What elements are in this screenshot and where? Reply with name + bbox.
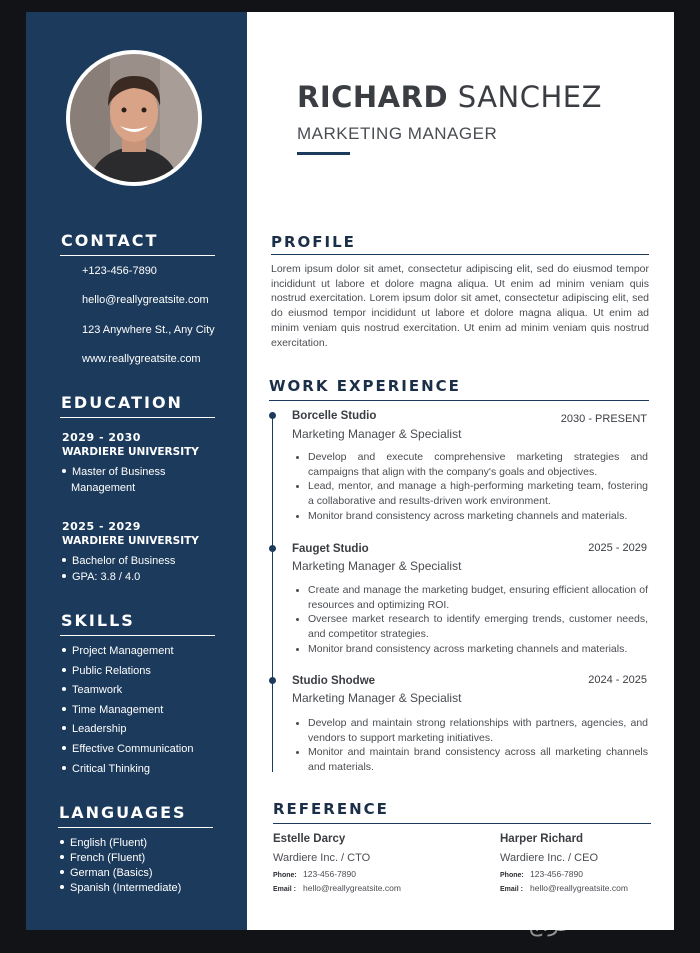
job-date: 2024 - 2025 <box>588 674 647 686</box>
timeline-dot <box>269 412 276 419</box>
language-item: English (Fluent) <box>60 837 147 849</box>
reference-org: Wardiere Inc. / CEO <box>500 852 599 864</box>
phone-text: +123-456-7890 <box>82 265 157 277</box>
reference-email: Email : hello@reallygreatsite.com <box>273 883 401 893</box>
address-text: 123 Anywhere St., Any City <box>82 324 215 336</box>
timeline-dot <box>269 545 276 552</box>
language-item: French (Fluent) <box>60 852 145 864</box>
company-name: Fauget Studio <box>292 543 369 555</box>
job-bullet: Monitor brand consistency across marketing channels and materials. <box>292 509 648 524</box>
job-bullet: Create and manage the marketing budget, ensuring efficient allocation of resources and optimizing ROI. <box>292 583 648 612</box>
skill-item: Effective Communication <box>62 743 193 755</box>
website-text: www.reallygreatsite.com <box>82 353 201 365</box>
job-bullet: Lead, mentor, and manage a high-performing marketing team, fostering a collaborative and results-driven work environment. <box>292 479 648 508</box>
profile-photo-image <box>70 54 198 182</box>
language-item: German (Basics) <box>60 867 153 879</box>
profile-text: Lorem ipsum dolor sit amet, consectetur adipiscing elit, sed do eiusmod tempor incididunt ut labore et dolore magna aliqua. Ut enim ad minim veniam quis nostrud exercitation. Lorem ipsum dolor sit amet, consectetur adipiscing elit, sed do eiusmod tempor incididunt ut labore et dolore magna aliqua. Ut enim ad minim veniam quis nostrud exercitation. Ut enim ad minim veniam quis nostrud exercitation. <box>271 263 649 349</box>
skill-item: Leadership <box>62 723 126 735</box>
timeline-dot <box>269 677 276 684</box>
skills-heading: SKILLS <box>61 611 135 630</box>
job-date: 2025 - 2029 <box>588 542 647 554</box>
job-title: MARKETING MANAGER <box>297 124 498 143</box>
job-bullets <box>292 716 648 775</box>
reference-heading: REFERENCE <box>273 800 389 818</box>
language-item: Spanish (Intermediate) <box>60 882 181 894</box>
job-role: Marketing Manager & Specialist <box>292 559 462 573</box>
job-bullets <box>292 583 648 657</box>
edu-school: WARDIERE UNIVERSITY <box>62 535 199 547</box>
edu-detail: GPA: 3.8 / 4.0 <box>62 571 140 583</box>
edu-detail: Master of Business <box>62 466 166 478</box>
title-accent-bar <box>297 152 350 155</box>
sidebar <box>26 12 247 930</box>
contact-heading: CONTACT <box>61 231 159 250</box>
education-divider <box>60 417 215 418</box>
reference-name: Estelle Darcy <box>273 833 346 845</box>
languages-heading: LANGUAGES <box>59 803 187 822</box>
company-name: Borcelle Studio <box>292 410 377 422</box>
email-text: hello@reallygreatsite.com <box>82 294 209 306</box>
skill-item: Public Relations <box>62 665 151 677</box>
job-date: 2030 - PRESENT <box>560 413 647 425</box>
languages-divider <box>58 827 213 828</box>
edu-years: 2029 - 2030 <box>62 431 141 444</box>
work-experience-heading: WORK EXPERIENCE <box>269 377 461 395</box>
reference-name: Harper Richard <box>500 833 584 845</box>
job-bullet: Oversee market research to identify emerging trends, customer needs, and competitor strategies. <box>292 612 648 641</box>
job-bullet: Develop and maintain strong relationships with partners, agencies, and vendors to support marketing initiatives. <box>292 716 648 745</box>
skill-item: Time Management <box>62 704 163 716</box>
reference-org: Wardiere Inc. / CTO <box>273 852 371 864</box>
skill-item: Critical Thinking <box>62 763 150 775</box>
job-bullet: Monitor brand consistency across marketing channels and materials. <box>292 642 648 657</box>
edu-years: 2025 - 2029 <box>62 520 141 533</box>
timeline-line <box>272 414 273 772</box>
profile-photo <box>66 50 202 186</box>
skill-item: Teamwork <box>62 684 122 696</box>
edu-school: WARDIERE UNIVERSITY <box>62 446 199 458</box>
full-name: RICHARD SANCHEZ <box>297 80 602 114</box>
skills-divider <box>60 635 215 636</box>
contact-divider <box>60 255 215 256</box>
reference-phone: Phone: 123-456-7890 <box>273 869 356 879</box>
job-role: Marketing Manager & Specialist <box>292 691 462 705</box>
main-content <box>247 12 674 930</box>
job-role: Marketing Manager & Specialist <box>292 427 462 441</box>
job-bullets <box>292 450 648 524</box>
work-divider <box>269 400 649 401</box>
edu-detail-cont: Management <box>71 482 136 494</box>
edu-detail: Bachelor of Business <box>62 555 175 567</box>
resume-page <box>26 12 674 930</box>
reference-divider <box>273 823 651 824</box>
watermark-logo: حراج <box>528 912 575 937</box>
skill-item: Project Management <box>62 645 174 657</box>
company-name: Studio Shodwe <box>292 675 376 687</box>
job-bullet: Monitor and maintain brand consistency across all marketing channels and materials. <box>292 745 648 774</box>
education-heading: EDUCATION <box>61 393 183 412</box>
reference-phone: Phone: 123-456-7890 <box>500 869 583 879</box>
job-bullet: Develop and execute comprehensive marketing strategies and campaigns that align with the company's goals and objectives. <box>292 450 648 479</box>
reference-email: Email : hello@reallygreatsite.com <box>500 883 628 893</box>
profile-divider <box>271 254 649 255</box>
profile-heading: PROFILE <box>271 233 356 251</box>
